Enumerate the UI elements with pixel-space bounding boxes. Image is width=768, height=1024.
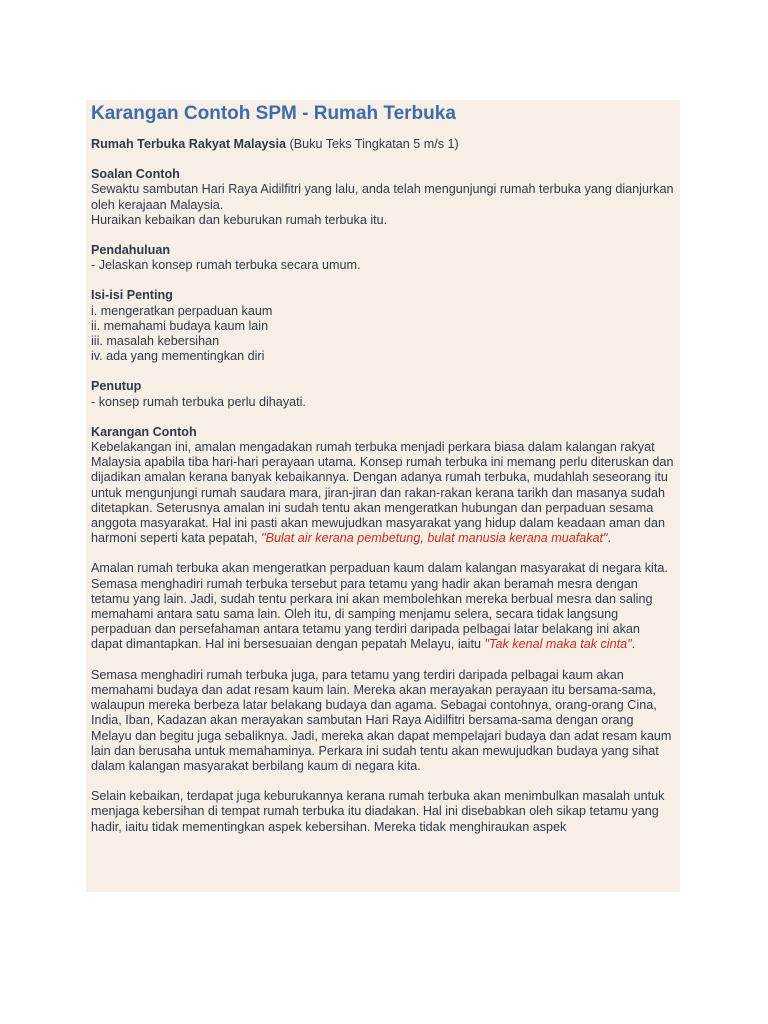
paragraph-quote: "Bulat air kerana pembetung, bulat manusia kerana muafakat" xyxy=(261,531,608,546)
isi-section xyxy=(91,288,674,364)
paragraph-text: Kebelakangan ini, amalan mengadakan rumah terbuka menjadi perkara biasa dalam kalangan rakyat Malaysia apabila tiba hari-hari perayaan utama. Konsep rumah terbuka ini memang perlu diteruskan dan dijadikan amalan kerana banyak kebaikannya. Dengan adanya rumah terbuka, mudahlah seseorang itu untuk mengunjungi rumah saudara mara, jiran-jiran dan rakan-rakan kerana tarikh dan masanya sudah ditetapkan. Seterusnya amalan ini sudah tentu akan mengeratkan hubungan dan perpaduan sesama anggota masyarakat. Hal ini pasti akan mewujudkan masyarakat yang hidup dalam keadaan aman dan harmoni seperti kata pepatah, xyxy=(91,440,674,546)
isi-line: iv. ada yang mementingkan diri xyxy=(91,349,265,364)
isi-line: ii. memahami budaya kaum lain xyxy=(91,318,269,333)
paragraph-text: Selain kebaikan, terdapat juga keburukannya kerana rumah terbuka akan menimbulkan masalah untuk menjaga kebersihan di tempat rumah terbuka itu diadakan. Hal ini disebabkan oleh sikap tetamu yang hadir, iaitu tidak mementingkan aspek kebersihan. Mereka tidak menghiraukan aspek xyxy=(91,789,665,834)
pendahuluan-heading: Pendahuluan xyxy=(91,243,171,258)
isi-line: iii. masalah kebersihan xyxy=(91,334,220,349)
document-page xyxy=(86,100,680,892)
essay-paragraph xyxy=(91,668,674,774)
penutup-line: - konsep rumah terbuka perlu dihayati. xyxy=(91,394,306,409)
soalan-line: Huraikan kebaikan dan keburukan rumah terbuka itu. xyxy=(91,212,388,227)
penutup-heading: Penutup xyxy=(91,379,142,394)
pendahuluan-section xyxy=(91,243,674,273)
essay-paragraph xyxy=(91,789,674,835)
pendahuluan-line: - Jelaskan konsep rumah terbuka secara umum. xyxy=(91,258,361,273)
essay-paragraph xyxy=(91,440,674,546)
paragraph-end: . xyxy=(631,637,636,652)
subtitle xyxy=(91,137,674,152)
soalan-line: Sewaktu sambutan Hari Raya Aidilfitri yang lalu, anda telah mengunjungi rumah terbuka yang dianjurkan oleh kerajaan Malaysia. xyxy=(91,182,674,212)
karangan-heading: Karangan Contoh xyxy=(91,424,197,439)
soalan-heading: Soalan Contoh xyxy=(91,167,180,182)
isi-line: i. mengeratkan perpaduan kaum xyxy=(91,303,273,318)
paragraph-text: Amalan rumah terbuka akan mengeratkan perpaduan kaum dalam kalangan masyarakat di negara kita. Semasa menghadiri rumah terbuka tersebut para tetamu yang hadir akan beramah mesra dengan tetamu yang lain. Jadi, sudah tentu perkara ini akan membolehkan mereka berbual mesra dan saling memahami antara satu sama lain. Oleh itu, di samping menjamu selera, secara tidak langsung perpaduan dan persefahaman antara tetamu yang terdiri daripada pelbagai latar belakang ini akan dapat dimantapkan. Hal ini bersesuaian dengan pepatah Melayu, iaitu xyxy=(91,561,668,652)
paragraph-text: Semasa menghadiri rumah terbuka juga, para tetamu yang terdiri daripada pelbagai kaum akan memahami budaya dan adat resam kaum lain. Mereka akan merayakan perayaan itu bersama-sama, walaupun mereka berbeza latar belakang budaya dan agama. Sebagai contohnya, orang-orang Cina, India, Iban, Kadazan akan merayakan sambutan Hari Raya Aidilfitri bersama-sama dengan orang Melayu dan begitu juga sebaliknya. Jadi, mereka akan dapat mempelajari budaya dan adat resam kaum lain dan berusaha untuk memahaminya. Perkara ini sudah tentu akan mewujudkan budaya yang sihat dalam kalangan masyarakat berbilang kaum di negara kita. xyxy=(91,667,672,773)
soalan-text xyxy=(91,182,674,228)
paragraph-quote: "Tak kenal maka tak cinta" xyxy=(484,637,632,652)
isi-heading: Isi-isi Penting xyxy=(91,288,173,303)
subtitle-bold: Rumah Terbuka Rakyat Malaysia xyxy=(91,137,287,151)
essay-paragraph xyxy=(91,561,674,652)
subtitle-normal: (Buku Teks Tingkatan 5 m/s 1) xyxy=(286,137,459,151)
penutup-section xyxy=(91,379,674,409)
paragraph-end: . xyxy=(607,531,612,546)
page-title: Karangan Contoh SPM - Rumah Terbuka xyxy=(91,103,456,124)
